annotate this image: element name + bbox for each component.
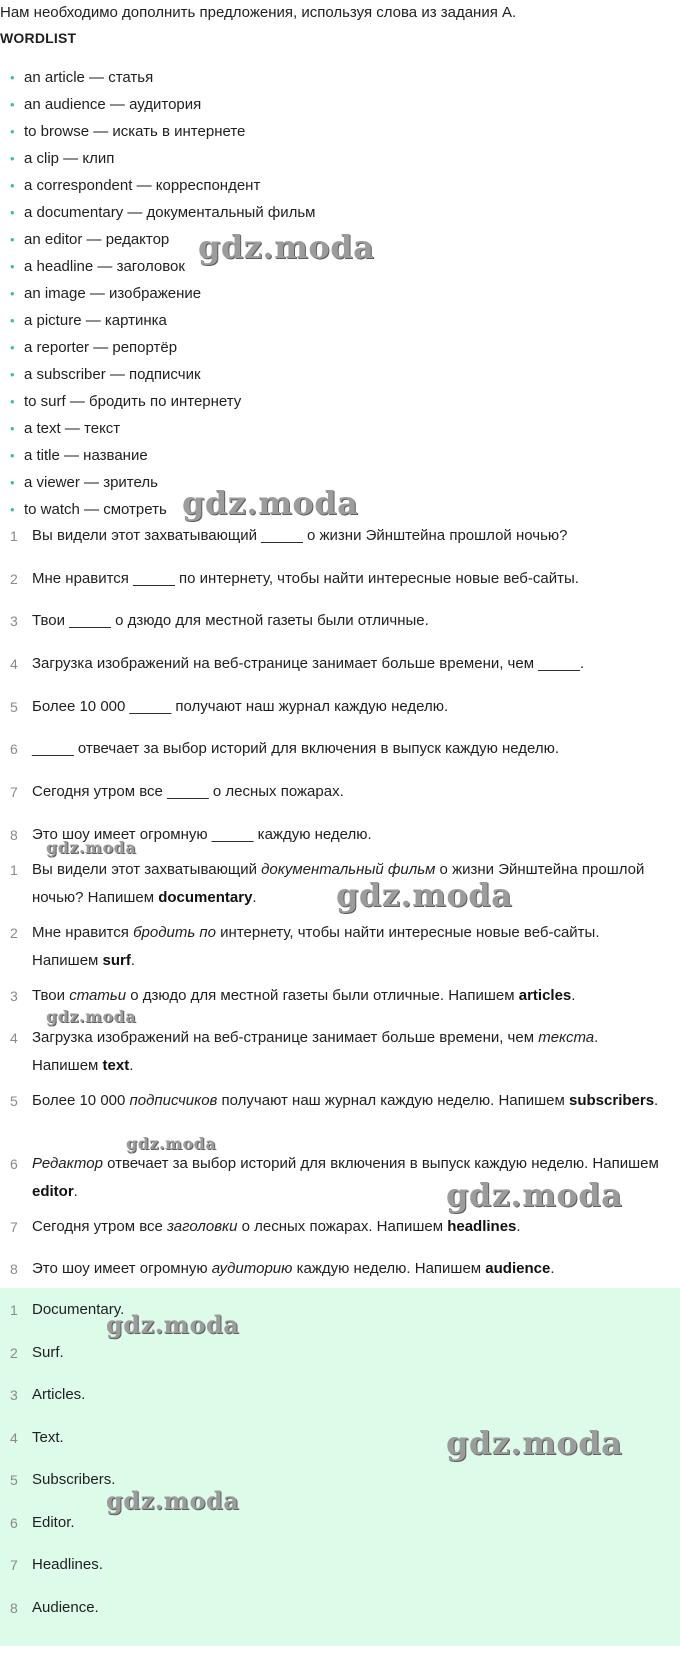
wordlist: [10, 64, 315, 523]
list-item: • a clip — клип: [10, 145, 315, 172]
bullet-icon: •: [10, 259, 15, 274]
intro-text: Нам необходимо дополнить предложения, используя слова из задания А.: [0, 4, 517, 21]
bullet-icon: •: [10, 286, 15, 301]
bullet-icon: •: [10, 448, 15, 463]
wordlist-heading: WORDLIST: [0, 30, 77, 46]
list-item: • an article — статья: [10, 64, 315, 91]
watermark: gdz.moda: [182, 484, 359, 522]
watermark: gdz.moda: [446, 1176, 623, 1214]
bullet-icon: •: [10, 475, 15, 490]
list-item: • to watch — смотреть: [10, 496, 315, 523]
watermark: gdz.moda: [198, 228, 375, 266]
watermark: gdz.moda: [46, 1007, 137, 1026]
list-item: • a subscriber — подписчик: [10, 361, 315, 388]
list-item: • a title — название: [10, 442, 315, 469]
watermark: gdz.moda: [446, 1424, 623, 1462]
bullet-icon: •: [10, 313, 15, 328]
list-item: • a viewer — зритель: [10, 469, 315, 496]
bullet-icon: •: [10, 367, 15, 382]
watermark: gdz.moda: [106, 1310, 240, 1339]
list-item: • a reporter — репортёр: [10, 334, 315, 361]
bullet-icon: •: [10, 502, 15, 517]
list-item: • to browse — искать в интернете: [10, 118, 315, 145]
list-item: • an image — изображение: [10, 280, 315, 307]
list-item: • an editor — редактор: [10, 226, 315, 253]
list-item: • to surf — бродить по интернету: [10, 388, 315, 415]
list-item: • an audience — аудитория: [10, 91, 315, 118]
bullet-icon: •: [10, 232, 15, 247]
bullet-icon: •: [10, 205, 15, 220]
bullet-icon: •: [10, 394, 15, 409]
list-item: • a picture — картинка: [10, 307, 315, 334]
bullet-icon: •: [10, 97, 15, 112]
bullet-icon: •: [10, 151, 15, 166]
answer-box: 1 Documentary. 2 Surf. 3 Articles. 4 Text. 5 Subscribers. 6 Editor. 7 Headlines. 8 Audience.: [0, 1288, 680, 1646]
watermark: gdz.moda: [46, 838, 137, 857]
watermark: gdz.moda: [106, 1486, 240, 1515]
list-item: • a text — текст: [10, 415, 315, 442]
list-item: • a headline — заголовок: [10, 253, 315, 280]
bullet-icon: •: [10, 124, 15, 139]
bullet-icon: •: [10, 178, 15, 193]
watermark: gdz.moda: [336, 876, 513, 914]
list-item: • a correspondent — корреспондент: [10, 172, 315, 199]
bullet-icon: •: [10, 70, 15, 85]
list-item: • a documentary — документальный фильм: [10, 199, 315, 226]
bullet-icon: •: [10, 340, 15, 355]
watermark: gdz.moda: [126, 1134, 217, 1153]
bullet-icon: •: [10, 421, 15, 436]
